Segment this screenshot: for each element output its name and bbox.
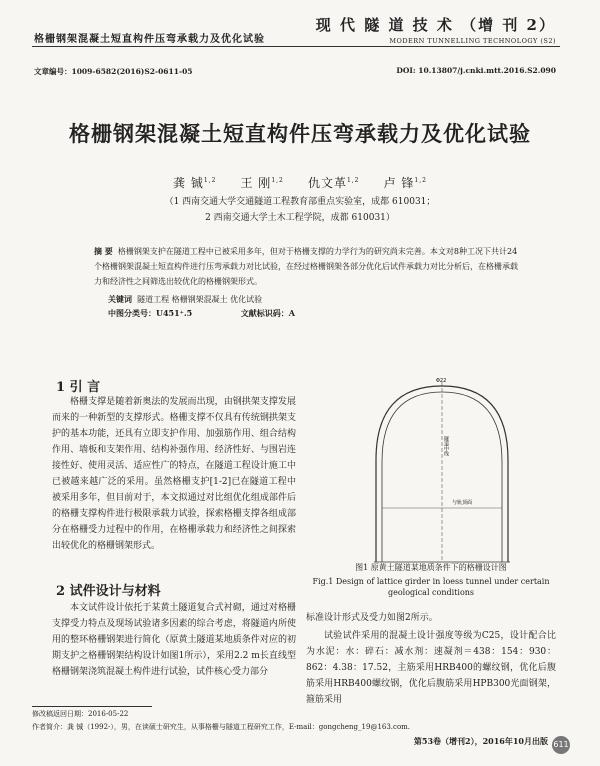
figure-label: 与轨顶面 xyxy=(452,500,473,506)
figure-tunnel-section xyxy=(362,376,522,566)
right-paragraph: 试验试件采用的混凝土设计强度等级为C25，设计配合比为水泥：水：碎石：减水剂：速凝剂＝438：154：930：862：4.38：17.52，主筋采用HRB400的螺纹钢，优化后腹筋采用HRB400螺纹钢，优化后腹筋采用HPB300光面钢架，箍筋采用 xyxy=(306,631,556,705)
journal-header xyxy=(316,14,556,45)
abstract-label: 摘 要 xyxy=(94,246,113,256)
right-text-line: 标准设计形式及受力如图2所示。 xyxy=(306,613,438,623)
footnote-rule xyxy=(32,706,152,707)
author: 仇文革$^{1,2}$ xyxy=(307,176,360,190)
header-rule xyxy=(32,46,560,47)
article-number: 文章编号：1009-6582(2016)S2-0611-05 xyxy=(34,67,193,76)
section-1-text: 格栅支撑是随着新奥法的发展而出现，由钢拱架支撑发展而来的一种新型的支撑形式。格栅支撑不仅具有传统钢拱架支护的基本功能，还具有立即支护作用、加强筋作用、组合结构作用、墙板和支架作用、结构补强作用、经济性好、与围岩连接性好、使用灵活、适应性广的特点，在隧道工程设计施工中已被越来越广泛的采用。虽然格栅支护[1-2]已在隧道工程中被采用多年，但目前对于，本文拟通过对比组优化组成部件后的格栅支撑构件进行极限承载力试验，探索格栅支撑各组成部分在格栅受力过程中的作用，在格栅承载力和经济性之间探索出较优化的格栅钢架形式。 xyxy=(52,397,296,551)
abstract xyxy=(94,244,522,289)
section-2-title: 2 试件设计与材料 xyxy=(56,584,161,599)
figure-caption-cn: 图1 原黄土隧道某地质条件下的格栅设计图 xyxy=(355,563,507,572)
affiliation: （1 西南交通大学交通隧道工程教育部重点实验室，成都 610031； xyxy=(164,197,436,207)
section-2-text: 本文试件设计依托于某黄土隧道复合式衬砌，通过对格栅支撑受力特点及现场试验诸多因素的综合考虑，将隧道内所使用的整环格栅钢架进行简化（原黄土隧道某地质条件对应的初期支护之格栅钢架结构设计如图1所示），采用2.2 m长直线型格栅钢架浇筑混凝土构件进行试验，试件核心受力部分 xyxy=(52,603,296,677)
author: 龚 铖$^{1,2}$ xyxy=(173,176,217,190)
author: 王 刚$^{1,2}$ xyxy=(240,176,284,190)
keywords: 关键词 隧道工程 格栅钢架混凝土 优化试验 xyxy=(108,294,263,304)
page-number: 611 xyxy=(552,736,570,754)
figure-caption-en: Fig.1 Design of lattice girder in loess tunnel under certain geological conditions xyxy=(312,577,550,597)
running-title: 格栅钢架混凝土短直构件压弯承载力及优化试验 xyxy=(34,34,265,45)
footer-volume: 第53卷（增刊2），2016年10月出版 xyxy=(413,736,548,746)
author: 卢 锋$^{1,2}$ xyxy=(383,176,427,190)
journal-name-cn: 现 代 隧 道 技 术 （增 刊 2） xyxy=(315,16,556,34)
footnote-author: 作者简介：龚 铖（1992-），男，在读硕士研究生，从事格栅与隧道工程研究工作，E-mail：gongcheng_19@163.com. xyxy=(32,723,411,731)
paper-title: 格栅钢架混凝土短直构件压弯承载力及优化试验 xyxy=(69,121,531,146)
figure-label: Φ22 xyxy=(436,378,447,384)
doi: DOI: 10.13807/j.cnki.mtt.2016.S2.090 xyxy=(396,66,556,75)
classification: 中图分类号：U451⁺.5 文献标识码：A xyxy=(108,308,296,318)
journal-name-en: MODERN TUNNELLING TECHNOLOGY (S2) xyxy=(389,37,556,45)
tunnel-diagram xyxy=(362,376,522,566)
author-list xyxy=(0,174,600,191)
figure-label: 隧道中线 xyxy=(443,436,449,456)
footnote-received: 修改稿返回日期：2016-05-22 xyxy=(32,710,129,718)
section-1-title: 1 引 言 xyxy=(56,380,101,395)
abstract-text: 格栅钢架支护在隧道工程中已被采用多年，但对于格栅支撑的力学行为的研究尚未完善。本文对8种工况下共计24个格栅钢架混凝土短直构件进行压弯承载力对比试验，在经过格栅钢架各部分优化后试件承载力对比分析后，在格栅承载力和经济性之间筛选出较优化的格栅钢架形式。 xyxy=(94,247,518,286)
affiliation: 2 西南交通大学土木工程学院，成都 610031） xyxy=(205,213,395,223)
